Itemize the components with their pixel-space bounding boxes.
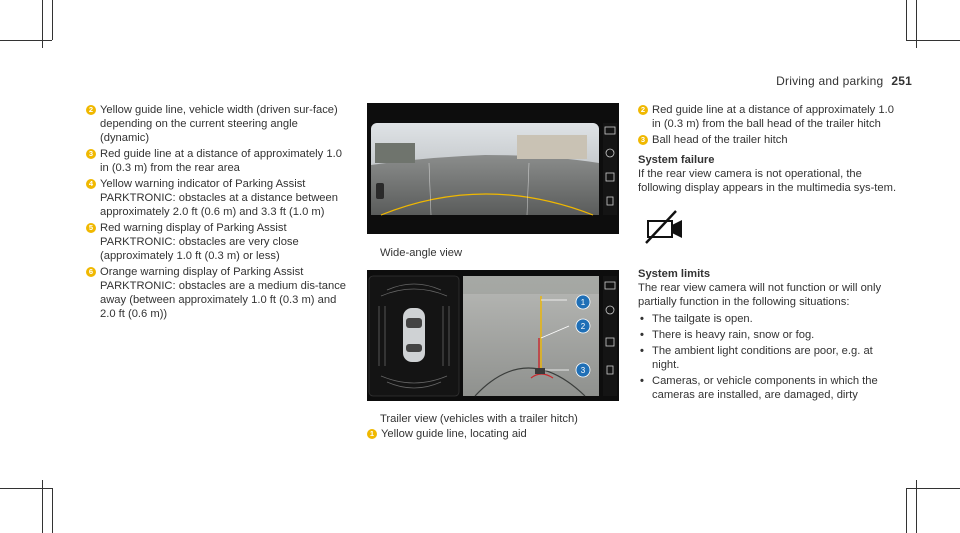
item-text: Red guide line at a distance of approximately 1.0 in (0.3 m) from the ball head of the trailer hitch [652, 104, 894, 130]
page-number: 251 [891, 74, 912, 88]
callout-badge: 3 [86, 149, 96, 159]
camera-off-icon [644, 209, 900, 249]
list-item: • The ambient light conditions are poor, e.g. at night. [638, 344, 900, 372]
list-item [638, 133, 900, 147]
wide-angle-caption: Wide-angle view [380, 247, 463, 259]
item-text: Red warning display of Parking Assist PARKTRONIC: obstacles are very close (approximately 1.0 ft (0.3 m) or less) [100, 222, 299, 262]
crop-mark [906, 488, 907, 533]
system-limits-intro: The rear view camera will not function or will only partially function in the following situations: [638, 282, 882, 308]
callout-3-text: 3 [580, 366, 586, 375]
running-header [776, 74, 912, 88]
callout-2-text: 2 [580, 322, 586, 331]
car-top-view-icon [403, 308, 425, 362]
trailer-view-caption: Trailer view (vehicles with a trailer hitch) [380, 413, 578, 425]
crop-mark [906, 40, 960, 41]
callout-badge: 2 [86, 105, 96, 115]
list-item [86, 177, 348, 219]
crop-mark [916, 480, 917, 533]
list-item [86, 147, 348, 175]
wide-angle-image [367, 103, 619, 234]
list-item [367, 427, 627, 441]
list-item [638, 103, 900, 131]
item-text: Yellow guide line, locating aid [381, 428, 527, 440]
list-item [86, 265, 348, 321]
crop-mark [52, 488, 53, 533]
list-item [86, 103, 348, 145]
item-text: Red guide line at a distance of approximately 1.0 in (0.3 m) from the rear area [100, 148, 342, 174]
crop-mark [42, 480, 43, 533]
system-failure-text: If the rear view camera is not operational, the following display appears in the multimedia sys-tem. [638, 168, 897, 194]
callout-badge: 5 [86, 223, 96, 233]
item-text: Ball head of the trailer hitch [652, 134, 788, 146]
callout-1-text: 1 [580, 298, 586, 307]
trailer-view-camera-screen [367, 270, 619, 401]
list-item: • The tailgate is open. [638, 312, 900, 326]
system-limits-heading: System limits [638, 268, 711, 280]
crop-mark [52, 0, 53, 40]
callout-badge: 1 [367, 429, 377, 439]
crop-mark [0, 488, 52, 489]
left-column [86, 103, 348, 323]
crop-mark [906, 0, 907, 40]
crop-mark [906, 488, 960, 489]
list-item [86, 221, 348, 263]
callout-badge: 6 [86, 267, 96, 277]
right-column [638, 103, 900, 404]
callout-badge: 3 [638, 135, 648, 145]
section-title: Driving and parking [776, 74, 884, 88]
system-limits-list [638, 312, 900, 402]
item-text: Yellow warning indicator of Parking Assist PARKTRONIC: obstacles at a distance between approximately 2.0 ft (0.6 m) and 3.3 ft (1.0 m) [100, 178, 338, 218]
item-text: Orange warning display of Parking Assist PARKTRONIC: obstacles are a medium dis-tance away (between approximately 1.0 ft (0.3 m) and 2.0 ft (0.6 m)) [100, 266, 347, 320]
list-item: • Cameras, or vehicle components in which the cameras are installed, are damaged, dirty [638, 374, 900, 402]
item-text: Yellow guide line, vehicle width (driven sur-face) depending on the current steering angle (dynamic) [100, 104, 338, 144]
list-item: • There is heavy rain, snow or fog. [638, 328, 900, 342]
callout-badge: 4 [86, 179, 96, 189]
trailer-view-image [367, 270, 619, 401]
crop-mark [0, 40, 52, 41]
system-failure-heading: System failure [638, 154, 715, 166]
callout-badge: 2 [638, 105, 648, 115]
wide-angle-camera-screen [367, 103, 619, 234]
middle-legend [367, 427, 627, 443]
